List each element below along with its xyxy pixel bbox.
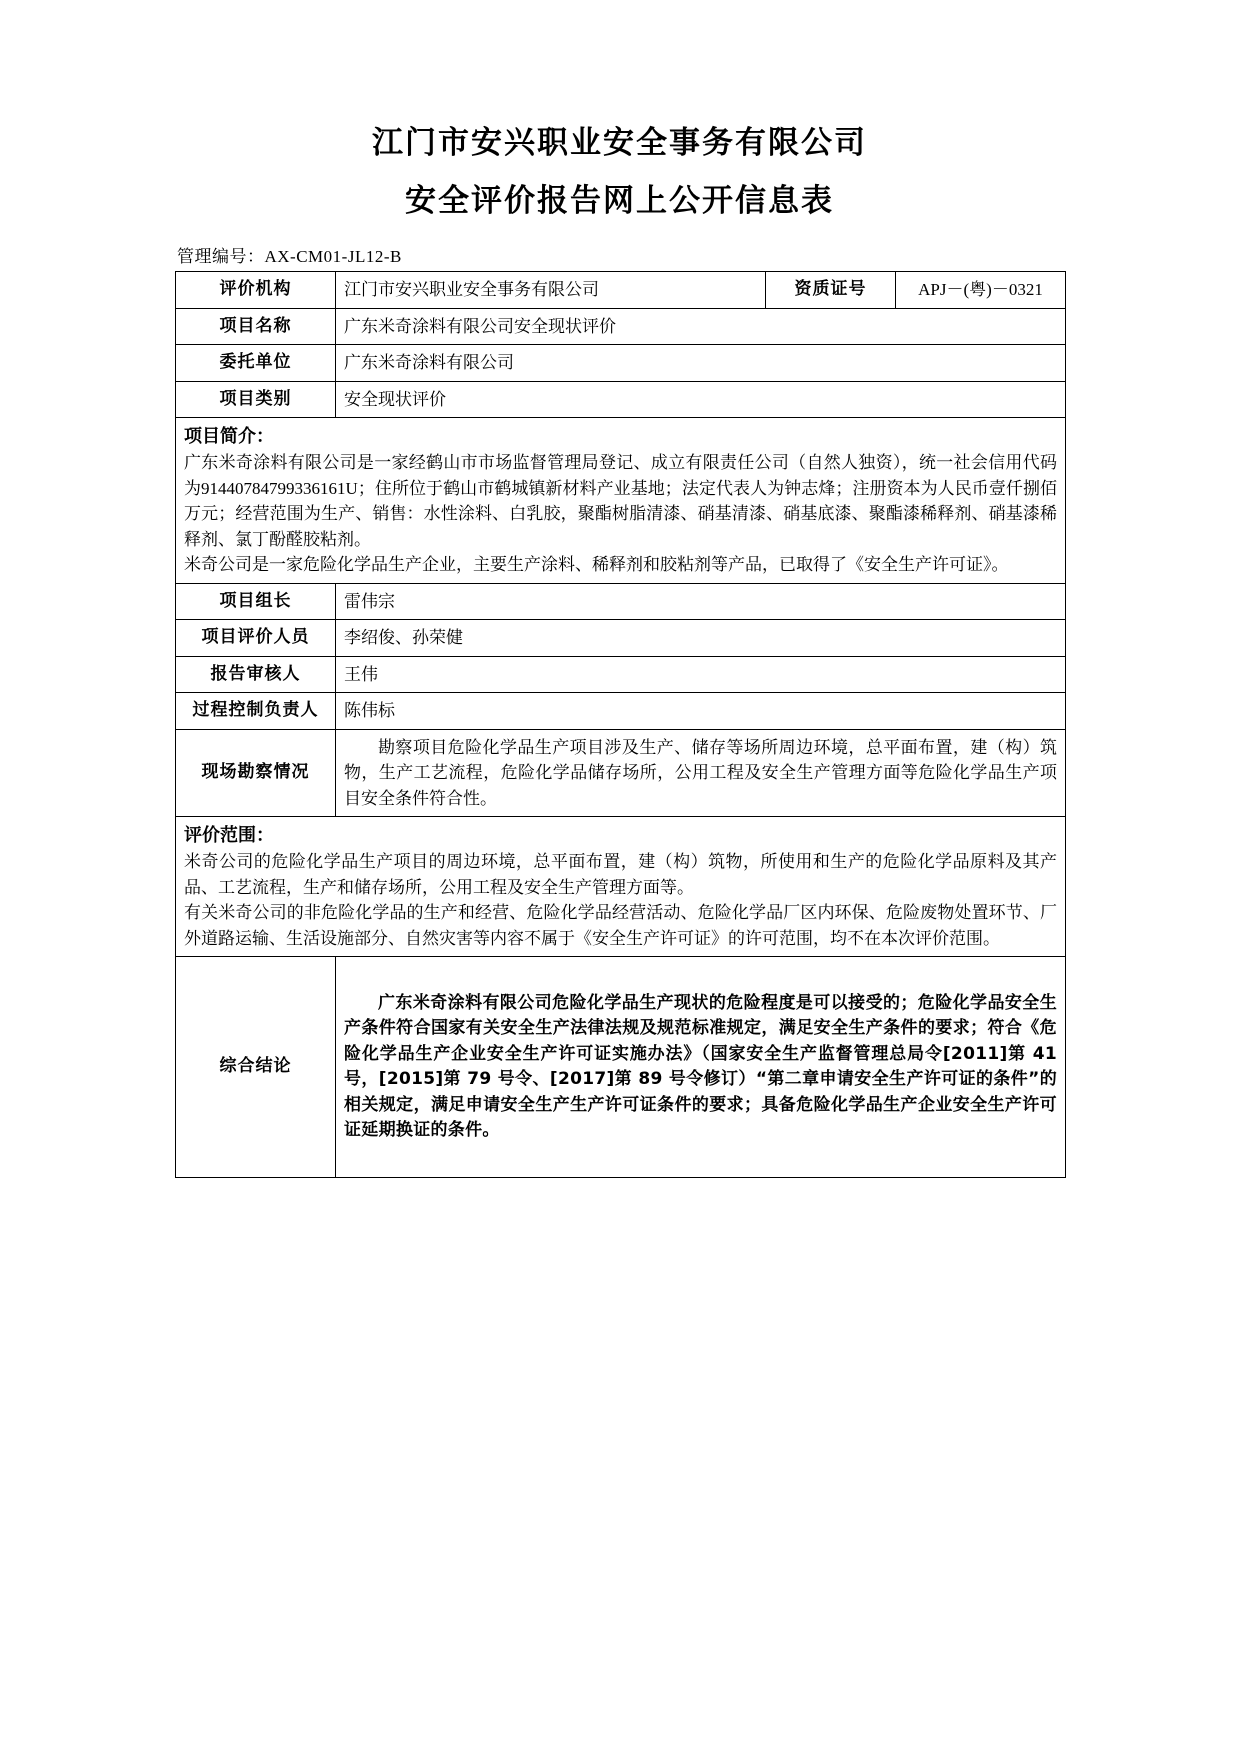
project-intro-paragraph-1: 广东米奇涂料有限公司是一家经鹤山市市场监督管理局登记、成立有限责任公司（自然人独资），统一社会信用代码为91440784799336161U；住所位于鹤山市鹤城镇新材料产业基地；法定代表人为钟志烽；注册资本为人民币壹仟捌佰万元；经营范围为生产、销售：水性涂料、白乳胶，聚酯树脂清漆、硝基清漆、硝基底漆、聚酯漆稀释剂、硝基漆稀释剂、氯丁酚醛胶粘剂。 <box>184 453 1057 549</box>
table-row-scope <box>176 817 1066 957</box>
reviewer-value: 王伟 <box>336 656 1066 693</box>
information-table <box>175 271 1066 1178</box>
table-row <box>176 272 1066 309</box>
project-intro-cell <box>176 418 1066 584</box>
reviewer-label: 报告审核人 <box>176 656 336 693</box>
table-row-conclusion <box>176 957 1066 1178</box>
scope-cell <box>176 817 1066 957</box>
table-row <box>176 693 1066 730</box>
assessors-label: 项目评价人员 <box>176 620 336 657</box>
cert-label: 资质证号 <box>766 272 896 309</box>
assessors-value: 李绍俊、孙荣健 <box>336 620 1066 657</box>
client-value: 广东米奇涂料有限公司 <box>336 345 1066 382</box>
client-label: 委托单位 <box>176 345 336 382</box>
survey-label: 现场勘察情况 <box>176 729 336 817</box>
process-control-label: 过程控制负责人 <box>176 693 336 730</box>
survey-value-cell <box>336 729 1066 817</box>
table-row-intro <box>176 418 1066 584</box>
scope-paragraph-1: 米奇公司的危险化学品生产项目的周边环境，总平面布置，建（构）筑物，所使用和生产的危险化学品原料及其产品、工艺流程，生产和储存场所，公用工程及安全生产管理方面等。 <box>184 852 1057 897</box>
project-type-value: 安全现状评价 <box>336 381 1066 418</box>
survey-value: 勘察项目危险化学品生产项目涉及生产、储存等场所周边环境，总平面布置，建（构）筑物，生产工艺流程，危险化学品储存场所，公用工程及安全生产管理方面等危险化学品生产项目安全条件符合性。 <box>344 737 1057 808</box>
conclusion-value-cell <box>336 957 1066 1178</box>
conclusion-label: 综合结论 <box>176 957 336 1178</box>
project-name-value: 广东米奇涂料有限公司安全现状评价 <box>336 308 1066 345</box>
conclusion-value: 广东米奇涂料有限公司危险化学品生产现状的危险程度是可以接受的；危险化学品安全生产条件符合国家有关安全生产法律法规及规范标准规定，满足安全生产条件的要求；符合《危险化学品生产企业安全生产许可证实施办法》（国家安全生产监督管理总局令[2011]第 41 号，[2015]第 79 号令、[2017]第 89 号令修订）“第二章申请安全生产许可证的条件”的相关规定，满足申请安全生产生产许可证条件的要求；具备危险化学品生产企业安全生产许可证延期换证的条件。 <box>344 992 1057 1141</box>
agency-label: 评价机构 <box>176 272 336 309</box>
scope-heading: 评价范围： <box>184 825 274 847</box>
table-row <box>176 308 1066 345</box>
scope-paragraph-2: 有关米奇公司的非危险化学品的生产和经营、危险化学品经营活动、危险化学品厂区内环保、危险废物处置环节、厂外道路运输、生活设施部分、自然灾害等内容不属于《安全生产许可证》的许可范围，均不在本次评价范围。 <box>184 903 1057 948</box>
document-number: 管理编号：AX-CM01-JL12-B <box>177 247 402 267</box>
table-row <box>176 620 1066 657</box>
table-row-survey <box>176 729 1066 817</box>
cert-value: APJ－(粤)－0321 <box>896 272 1066 309</box>
process-control-value: 陈伟标 <box>336 693 1066 730</box>
table-row <box>176 656 1066 693</box>
agency-value: 江门市安兴职业安全事务有限公司 <box>336 272 766 309</box>
table-row <box>176 381 1066 418</box>
document-title-block <box>0 0 1239 226</box>
leader-label: 项目组长 <box>176 583 336 620</box>
project-intro-heading: 项目简介： <box>184 426 274 448</box>
project-intro-paragraph-2: 米奇公司是一家危险化学品生产企业，主要生产涂料、稀释剂和胶粘剂等产品，已取得了《安全生产许可证》。 <box>184 555 1009 575</box>
leader-value: 雷伟宗 <box>336 583 1066 620</box>
page-title: 江门市安兴职业安全事务有限公司 <box>372 125 867 161</box>
project-name-label: 项目名称 <box>176 308 336 345</box>
project-type-label: 项目类别 <box>176 381 336 418</box>
table-row <box>176 583 1066 620</box>
table-row <box>176 345 1066 382</box>
page-subtitle: 安全评价报告网上公开信息表 <box>405 182 834 219</box>
